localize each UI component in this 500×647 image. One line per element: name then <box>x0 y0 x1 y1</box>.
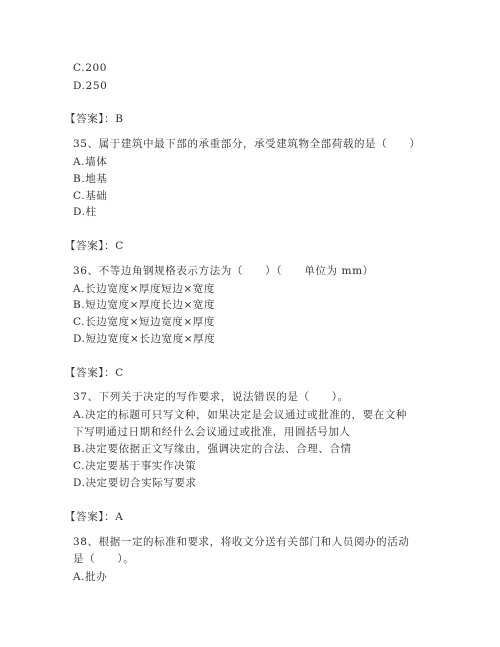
answer-q36: 【答案】：C <box>65 367 124 379</box>
option-a-q36: A.长边宽度×厚度短边×宽度 <box>73 283 215 295</box>
option-a-q37: A.决定的标题可只写文种，如果决定是会议通过或批准的，要在文种 <box>73 409 408 421</box>
option-d-q36: D.短边宽度×长边宽度×厚度 <box>73 333 216 345</box>
option-c-q34: C.200 <box>73 62 108 74</box>
option-d-q34: D.250 <box>73 80 108 92</box>
question-37: 37、下列关于决定的写作要求，说法错误的是（ ）。 <box>73 391 349 403</box>
option-c-q36: C.长边宽度×短边宽度×厚度 <box>73 316 215 328</box>
option-d-q37: D.决定要切合实际写要求 <box>73 477 197 489</box>
option-a-q35: A.墙体 <box>73 156 108 168</box>
option-b-q35: B.地基 <box>73 173 108 185</box>
option-d-q35: D.柱 <box>73 206 97 218</box>
option-b-q37: B.决定要依据正文写缘由，强调决定的合法、合理、合情 <box>73 443 352 455</box>
question-36: 36、不等边角钢规格表示方法为（ ）（ 单位为 mm） <box>73 265 374 277</box>
question-38: 38、根据一定的标准和要求，将收文分送有关部门和人员阅办的活动 <box>73 536 410 548</box>
answer-q34: 【答案】：B <box>65 113 124 125</box>
option-a-q37-continued: 下写明通过日期和经什么会议通过或批准，用圆括号加人 <box>73 426 351 438</box>
option-a-q38: A.批办 <box>73 571 108 583</box>
question-35: 35、属于建筑中最下部的承重部分，承受建筑物全部荷载的是（ ） <box>73 138 421 150</box>
option-c-q37: C.决定要基于事实作决策 <box>73 460 197 472</box>
answer-q35: 【答案】：C <box>65 240 124 252</box>
option-b-q36: B.短边宽度×厚度长边×宽度 <box>73 299 216 311</box>
question-38-continued: 是（ ）。 <box>73 553 135 565</box>
answer-q37: 【答案】：A <box>65 511 124 523</box>
option-c-q35: C.基础 <box>73 190 108 202</box>
